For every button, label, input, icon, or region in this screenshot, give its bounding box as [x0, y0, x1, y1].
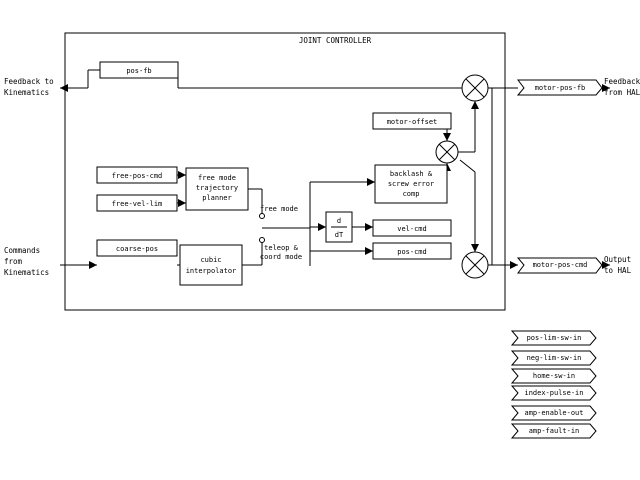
- hal-box-free-pos-cmd-label: free-pos-cmd: [111, 172, 163, 180]
- free-mode-label: free mode: [260, 205, 298, 213]
- svg-text:planner: planner: [202, 194, 232, 202]
- hal-tag-amp-fault-in-label: amp-fault-in: [528, 427, 580, 435]
- hal-tag-motor-pos-cmd-label: motor-pos-cmd: [532, 261, 588, 269]
- svg-text:comp: comp: [402, 190, 420, 198]
- svg-text:dT: dT: [334, 231, 344, 239]
- block-free-mode-trajectory-planner-label: free mode: [198, 174, 236, 182]
- feedback-from-hal-line1: Feedback: [604, 77, 640, 86]
- block-cubic-interpolator[interactable]: [180, 245, 242, 285]
- hal-box-free-vel-lim-label: free-vel-lim: [111, 200, 163, 208]
- commands-from-kinematics-line1: Commands: [4, 246, 41, 255]
- block-cubic-interpolator-label: cubic: [200, 256, 222, 264]
- hal-tag-amp-enable-out-label: amp-enable-out: [524, 409, 584, 417]
- diagram-title: JOINT CONTROLLER: [298, 36, 372, 45]
- hal-tag-neg-lim-sw-in-label: neg-lim-sw-in: [526, 354, 582, 362]
- commands-from-kinematics-line3: Kinematics: [4, 268, 50, 277]
- svg-text:screw error: screw error: [387, 180, 435, 188]
- hal-tag-motor-pos-fb-label: motor-pos-fb: [534, 84, 586, 92]
- svg-text:trajectory: trajectory: [195, 184, 239, 192]
- hal-box-pos-fb-label: pos-fb: [126, 67, 152, 75]
- hal-box-pos-cmd-label: pos-cmd: [397, 248, 427, 256]
- teleop-coord-mode-label: teleop &: [264, 244, 298, 252]
- block-derivative-label: d: [336, 217, 342, 225]
- hal-tag-pos-lim-sw-in-label: pos-lim-sw-in: [526, 334, 582, 342]
- feedback-to-kinematics-line2: Kinematics: [4, 88, 50, 97]
- svg-text:coord mode: coord mode: [259, 253, 303, 261]
- svg-text:interpolator: interpolator: [185, 267, 237, 275]
- hal-box-vel-cmd-label: vel-cmd: [397, 225, 427, 233]
- hal-box-coarse-pos-label: coarse-pos: [115, 245, 159, 253]
- hal-tag-index-pulse-in-label: index-pulse-in: [524, 389, 584, 397]
- feedback-to-kinematics-line1: Feedback to: [4, 77, 54, 86]
- free-text-labels: [260, 205, 302, 261]
- hal-tag-home-sw-in-label: home-sw-in: [532, 372, 576, 380]
- commands-from-kinematics-line2: from: [4, 257, 23, 266]
- output-to-hal-line1: Output: [604, 255, 632, 264]
- block-backlash-screw-error-comp-label: backlash &: [389, 170, 433, 178]
- hal-signal-tags-right: [518, 80, 602, 273]
- hal-box-motor-offset-label: motor-offset: [386, 118, 438, 126]
- hal-pin-boxes: [97, 62, 451, 259]
- hal-signal-list: [512, 331, 596, 438]
- feedback-from-hal-line2: from HAL: [604, 88, 640, 97]
- output-to-hal-line2: to HAL: [604, 266, 632, 275]
